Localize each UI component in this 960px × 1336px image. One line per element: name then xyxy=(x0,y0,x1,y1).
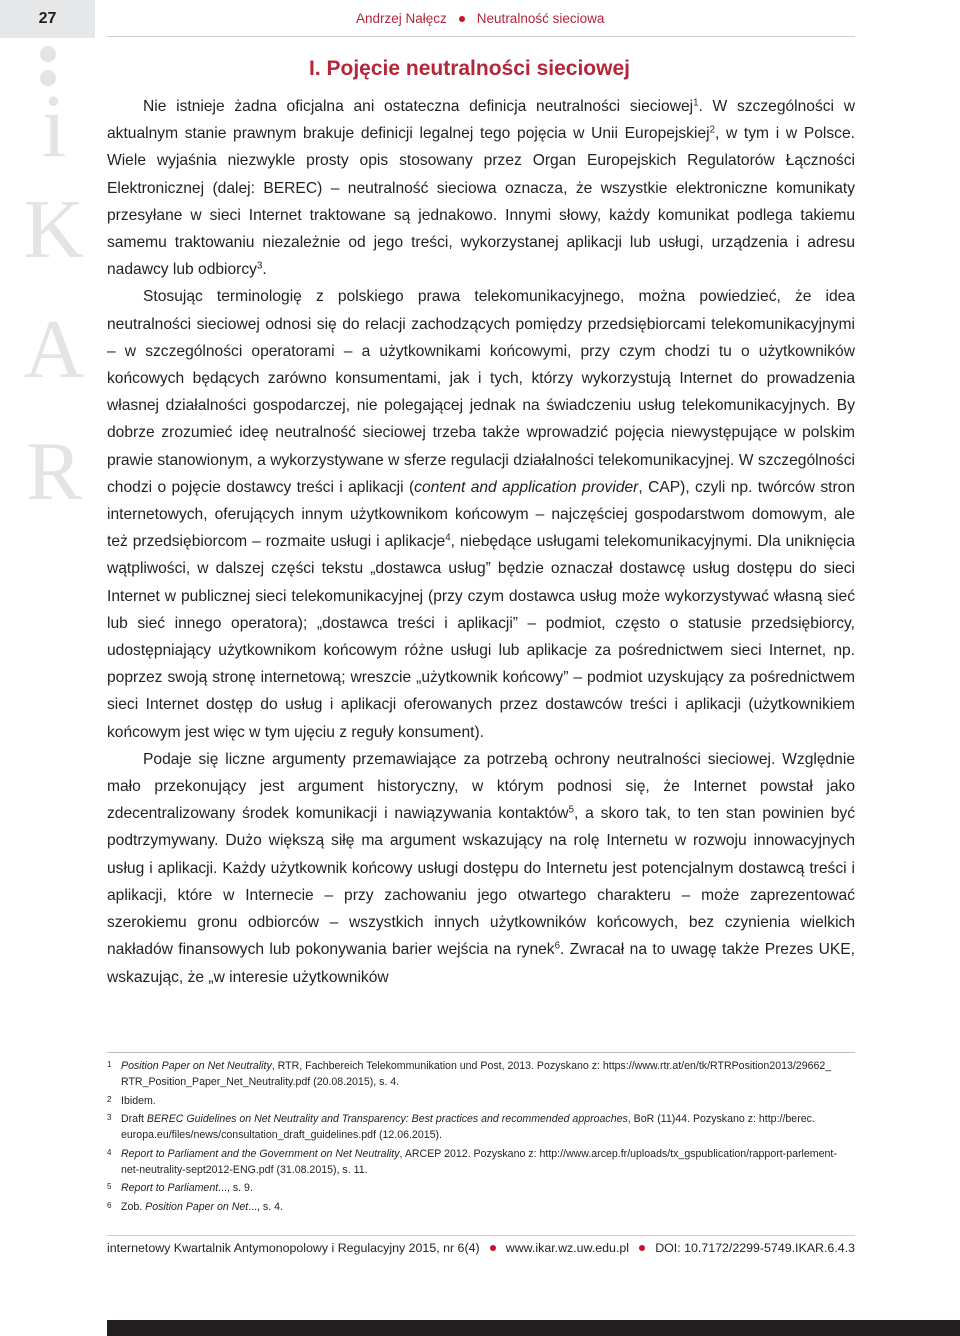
header-divider xyxy=(107,36,855,37)
footnote xyxy=(107,1111,855,1143)
footnote xyxy=(107,1093,855,1109)
italic-text: Report to Parliament and the Government on Net Neutrality xyxy=(121,1147,400,1160)
footnote-number: 6 xyxy=(107,1200,112,1210)
footnote-text: Draft BEREC Guidelines on Net Neutrality and Transparency: Best practices and recommended approaches, BoR (11)44. Pozyskano z: http://berec. europa.eu/files/news/consultation_draft_guidelines.pdf (12.06.2015). xyxy=(121,1113,815,1142)
footnote-reference[interactable]: 1 xyxy=(693,97,699,109)
italic-text: Report to Parliament xyxy=(121,1182,219,1195)
footnote-divider xyxy=(107,1052,855,1053)
footer-divider xyxy=(107,1235,855,1236)
section-title: I. Pojęcie neutralności sieciowej xyxy=(309,57,630,80)
footnotes xyxy=(107,1058,855,1218)
footer-doi: DOI: 10.7172/2299-5749.IKAR.6.4.3 xyxy=(655,1241,855,1255)
footnote-text: Report to Parliament..., s. 9. xyxy=(121,1182,253,1195)
footnote-text: Ibidem. xyxy=(121,1094,156,1107)
footnote-number: 3 xyxy=(107,1113,112,1123)
footer-bullet-icon xyxy=(639,1245,645,1251)
bottom-bar xyxy=(107,1320,960,1336)
header-author: Andrzej Nałęcz xyxy=(356,11,447,26)
footnote xyxy=(107,1146,855,1178)
page-footer xyxy=(107,1241,855,1255)
italic-text: Position Paper on Net Neutrality xyxy=(121,1060,272,1072)
footnote-reference[interactable]: 5 xyxy=(568,804,574,816)
footnote-text: Report to Parliament and the Government on Net Neutrality, ARCEP 2012. Pozyskano z: http://www.arcep.fr/uploads/tx_gspublication/rapport-parlement-net-neutrality-sept2012-ENG.pdf (31.08.2015), s. 11. xyxy=(121,1147,837,1176)
paragraph: Podaje się liczne argumenty przemawiające za potrzebą ochrony neutralności sieciowej. Względnie mało przekonujący jest argument historyczny, w którym podnosi się, że Internet powstał jako zdecentralizowany środek komunikacji i nawiązywania kontaktów$^5$, a skoro tak, to ten stan powinien być podtrzymywany. Dużo większą siłę ma argument wskazujący na rolę Internetu w rozwoju innowacyjnych usług i aplikacji. Każdy użytkownik końcowy usługi dostępu do Internetu jest potencjalnym dostawcą treści i aplikacji, które w Internecie – przy zachowaniu jego otwartego charakteru – może zaprezentować szerokiemu gronu odbiorców – wszystkich innych użytkowników końcowych, bez czynienia wielkich nakładów finansowych lub pokonywania barier wejścia na rynek$^6$. Zwracał na to uwagę także Prezes UKE, wskazując, że „w interesie użytkowników xyxy=(107,750,856,986)
italic-text: content and application provider xyxy=(414,478,639,496)
body-text xyxy=(107,93,855,991)
footnote-text: Position Paper on Net Neutrality, RTR, Fachbereich Telekommunikation und Post, 2013. Pozyskano z: https://www.rtr.at/en/tk/RTRPosition2013/29662_ RTR_Position_Paper_Net_Neutrality.pdf (20.08.2015), s. 4. xyxy=(121,1060,832,1088)
paragraph: Nie istnieje żadna oficjalna ani ostateczna definicja neutralności sieciowej$^1$. W szczególności w aktualnym stanie prawnym brakuje definicji legalnej tego pojęcia w Unii Europejskiej$^2$, w tym i w Polsce. Wiele wyjaśnia niezwykle prosty opis stosowany przez Organ Europejskich Regulatorów Łączności Elektronicznej (dalej: BEREC) – neutralność sieciowa oznacza, że wszystkie elektroniczne komunikaty przesyłane w sieci Internet traktowane są jednakowo. Innymi słowy, każdy komunikat podlega takiemu samemu traktowaniu niezależnie od jego treści, wykorzystanej aplikacji lub usługi, urządzenia i adresu nadawcy lub odbiorcy$^3$. xyxy=(107,97,855,279)
footnote xyxy=(107,1058,855,1090)
footnote-number: 2 xyxy=(107,1094,112,1104)
header-title: Neutralność sieciowa xyxy=(476,11,605,26)
page-number-box xyxy=(0,0,95,38)
header-bullet-icon xyxy=(459,16,465,22)
italic-text: BEREC Guidelines on Net Neutrality and Transparency: Best practices and recommended approaches xyxy=(146,1113,628,1126)
logo-dot-icon xyxy=(40,46,56,62)
italic-text: Position Paper on Net xyxy=(145,1200,249,1213)
logo-letter-i: i xyxy=(41,77,67,176)
footnote xyxy=(107,1199,855,1215)
logo-letter-a: A xyxy=(23,303,85,396)
paragraph: Stosując terminologię z polskiego prawa telekomunikacyjnego, można powiedzieć, że idea neutralności sieciowej odnosi się do relacji zachodzących pomiędzy przedsiębiorcami telekomunikacyjnymi – w szczególności operatorami – a użytkownikami końcowymi, przy czym chodzi tu o użytkowników końcowych będących zarówno konsumentami, jak i tych, którzy wykorzystują Internet do prowadzenia własnej działalności gospodarczej, nie polegającej jednak na świadczeniu usług telekomunikacyjnych. By dobrze zrozumieć ideę neutralność sieciowej trzeba także wprowadzić pojęcia niewystępujące w polskim prawie stanowionym, a wykorzystywane w sferze regulacji działalności telekomunikacyjnej. W szczególności chodzi o pojęcie dostawcy treści i aplikacji (content and application provider, CAP), czyli np. twórców stron internetowych, oferujących innym użytkownikom końcowym – najczęściej gospodarstwom domowym, ale też przedsiębiorcom – rozmaite usługi i aplikacje$^4$, niebędące usługami telekomunikacyjnymi. Dla uniknięcia wątpliwości, w dalszej części tekstu „dostawca usług” będzie oznaczał dostawcę usług dostępu do sieci Internet w publicznej sieci telekomunikacyjnej (przy czym dostawca usług może wykorzystywać własną sieć lub sieć innego operatora); „dostawca treści i aplikacji” – podmiot, często o statusie przedsiębiorcy, udostępniający użytkownikom końcowym różne usługi lub aplikacje za pośrednictwem sieci Internet, np. poprzez swoją stronę internetową; wreszcie „użytkownik końcowy” – podmiot uzyskujący za pośrednictwem sieci Internet dostęp do usług i aplikacji oferowanych przez dostawców treści i aplikacji (użytkownikiem końcowym jest więc w tym ujęciu z reguły konsument). xyxy=(107,288,855,741)
footnote-number: 1 xyxy=(107,1060,112,1069)
footnote-number: 4 xyxy=(107,1147,112,1157)
footer-website-link[interactable]: www.ikar.wz.uw.edu.pl xyxy=(505,1241,630,1255)
footnote-reference[interactable]: 3 xyxy=(256,260,263,272)
footnote-number: 5 xyxy=(107,1182,112,1192)
footer-journal: internetowy Kwartalnik Antymonopolowy i Regulacyjny 2015, nr 6(4) xyxy=(107,1241,480,1255)
logo-letter-r: R xyxy=(25,425,83,518)
logo-letter-k: K xyxy=(23,183,85,276)
footer-bullet-icon xyxy=(490,1245,496,1251)
footnote-reference[interactable]: 4 xyxy=(445,532,451,544)
footnote-text: Zob. Position Paper on Net..., s. 4. xyxy=(121,1200,283,1213)
footnote xyxy=(107,1180,855,1196)
footnote-reference[interactable]: 2 xyxy=(709,124,715,136)
footnote-reference[interactable]: 6 xyxy=(554,940,560,952)
page-number: 27 xyxy=(38,10,57,27)
running-header xyxy=(356,11,604,26)
